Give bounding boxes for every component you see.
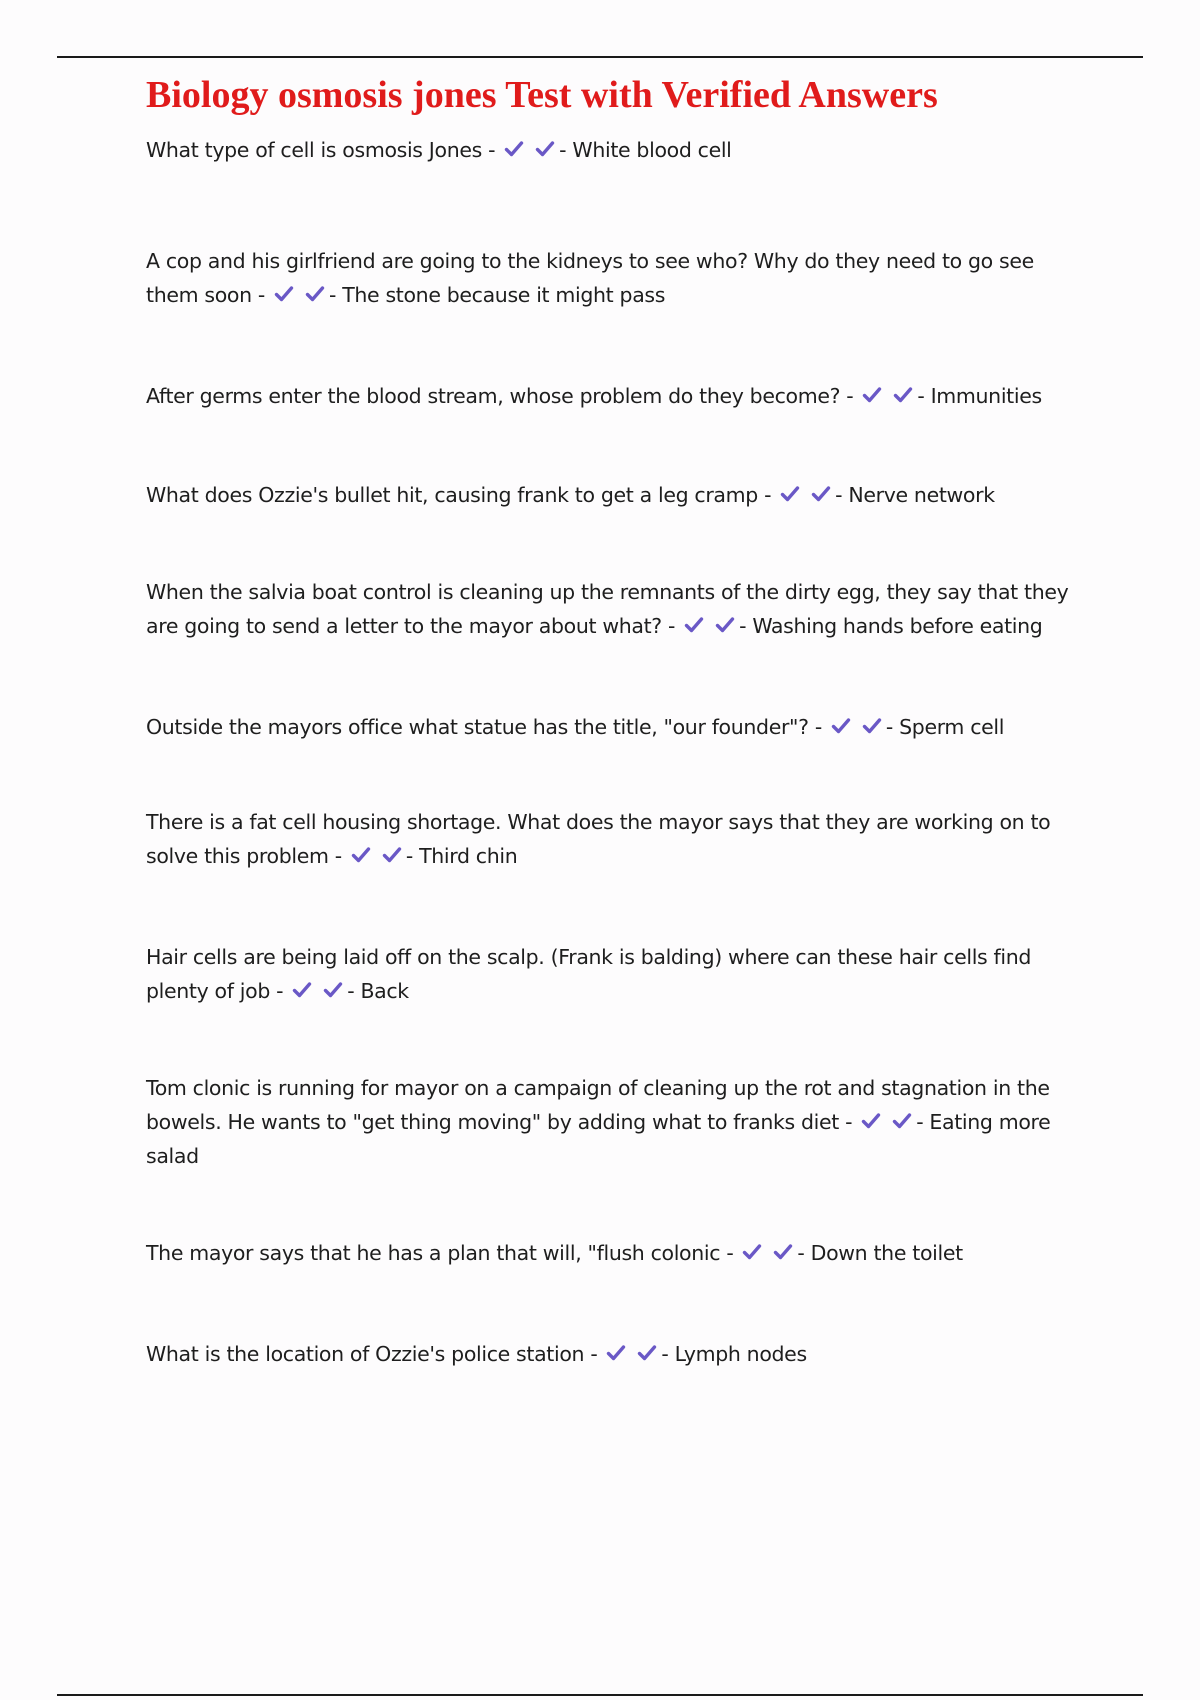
check-icon [864, 1115, 879, 1127]
separator: - [488, 138, 496, 162]
separator: - [916, 1110, 924, 1134]
double-check-icon [348, 845, 402, 865]
answer-text: Down the toilet [810, 1241, 963, 1265]
check-icon [687, 619, 702, 631]
answer-text: Lymph nodes [674, 1342, 807, 1366]
check-icon [295, 984, 310, 996]
qa-item-7 [146, 805, 1091, 873]
qa-item-10 [146, 1236, 1091, 1270]
check-icon [353, 849, 368, 861]
separator: - [347, 979, 355, 1003]
question-text: What is the location of Ozzie's police station [146, 1342, 585, 1366]
separator: - [661, 1342, 669, 1366]
qa-item-9 [146, 1071, 1091, 1173]
separator: - [405, 844, 413, 868]
check-icon [814, 488, 829, 500]
check-icon [718, 619, 733, 631]
check-icon [276, 288, 291, 300]
document-title: Biology osmosis jones Test with Verified Answers [146, 74, 938, 116]
separator: - [846, 384, 854, 408]
check-icon [507, 143, 522, 155]
double-check-icon [271, 284, 325, 304]
check-icon [640, 1347, 655, 1359]
separator: - [668, 614, 676, 638]
question-text: Tom clonic is running for mayor on a campaign of cleaning up the rot and stagnation in the bowels. He wants to "get thing moving" by adding what to franks diet [146, 1076, 1050, 1134]
double-check-icon [501, 139, 555, 159]
separator: - [917, 384, 925, 408]
qa-item-4 [146, 478, 1091, 512]
double-check-icon [603, 1343, 657, 1363]
answer-text: Nerve network [848, 483, 995, 507]
answer-text: White blood cell [572, 138, 732, 162]
qa-item-2 [146, 244, 1091, 312]
qa-item-5 [146, 575, 1091, 643]
check-icon [895, 1115, 910, 1127]
separator: - [835, 483, 843, 507]
qa-item-1 [146, 133, 1091, 167]
answer-text: The stone because it might pass [342, 283, 666, 307]
check-icon [776, 1246, 791, 1258]
separator: - [845, 1110, 853, 1134]
separator: - [328, 283, 337, 307]
question-text: There is a fat cell housing shortage. What does the mayor says that they are working on to solve this problem [146, 810, 1051, 868]
qa-item-3 [146, 379, 1091, 413]
check-icon [307, 288, 322, 300]
separator: - [814, 715, 822, 739]
double-check-icon [858, 1111, 912, 1131]
double-check-icon [289, 980, 343, 1000]
separator: - [334, 844, 342, 868]
double-check-icon [681, 615, 735, 635]
check-icon [384, 849, 399, 861]
question-text: Hair cells are being laid off on the scalp. (Frank is balding) where can these hair cells find plenty of job [146, 945, 1032, 1003]
check-icon [538, 143, 553, 155]
separator: - [739, 614, 747, 638]
answer-text: Third chin [419, 844, 518, 868]
top-divider [57, 56, 1143, 58]
check-icon [896, 389, 911, 401]
separator: - [885, 715, 893, 739]
separator: - [764, 483, 772, 507]
answer-text: Back [360, 979, 409, 1003]
check-icon [609, 1347, 624, 1359]
question-text: What does Ozzie's bullet hit, causing frank to get a leg cramp [146, 483, 758, 507]
separator: - [590, 1342, 598, 1366]
check-icon [865, 389, 880, 401]
answer-text: Washing hands before eating [752, 614, 1043, 638]
bottom-divider [57, 1694, 1143, 1696]
double-check-icon [777, 484, 831, 504]
check-icon [745, 1246, 760, 1258]
qa-item-8 [146, 940, 1091, 1008]
question-text: A cop and his girlfriend are going to the kidneys to see who? Why do they need to go see them soon [146, 249, 1034, 307]
question-text: After germs enter the blood stream, whose problem do they become? [146, 384, 841, 408]
question-text: Outside the mayors office what statue has the title, "our founder"? [146, 715, 809, 739]
check-icon [833, 720, 848, 732]
double-check-icon [828, 716, 882, 736]
separator: - [276, 979, 284, 1003]
qa-item-11 [146, 1337, 1091, 1371]
separator: - [726, 1241, 734, 1265]
answer-text: Immunities [930, 384, 1042, 408]
qa-item-6 [146, 710, 1091, 744]
question-text: When the salvia boat control is cleaning up the remnants of the dirty egg, they say that they are going to send a letter to the mayor about what? [146, 580, 1069, 638]
question-text: What type of cell is osmosis Jones [146, 138, 482, 162]
separator: - [797, 1241, 805, 1265]
check-icon [783, 488, 798, 500]
answer-text: Eating more salad [146, 1110, 1051, 1168]
separator: - [559, 138, 567, 162]
double-check-icon [739, 1242, 793, 1262]
question-text: The mayor says that he has a plan that will, "flush colonic [146, 1241, 721, 1265]
check-icon [864, 720, 879, 732]
check-icon [326, 984, 341, 996]
answer-text: Sperm cell [899, 715, 1005, 739]
separator: - [257, 283, 265, 307]
double-check-icon [859, 385, 913, 405]
